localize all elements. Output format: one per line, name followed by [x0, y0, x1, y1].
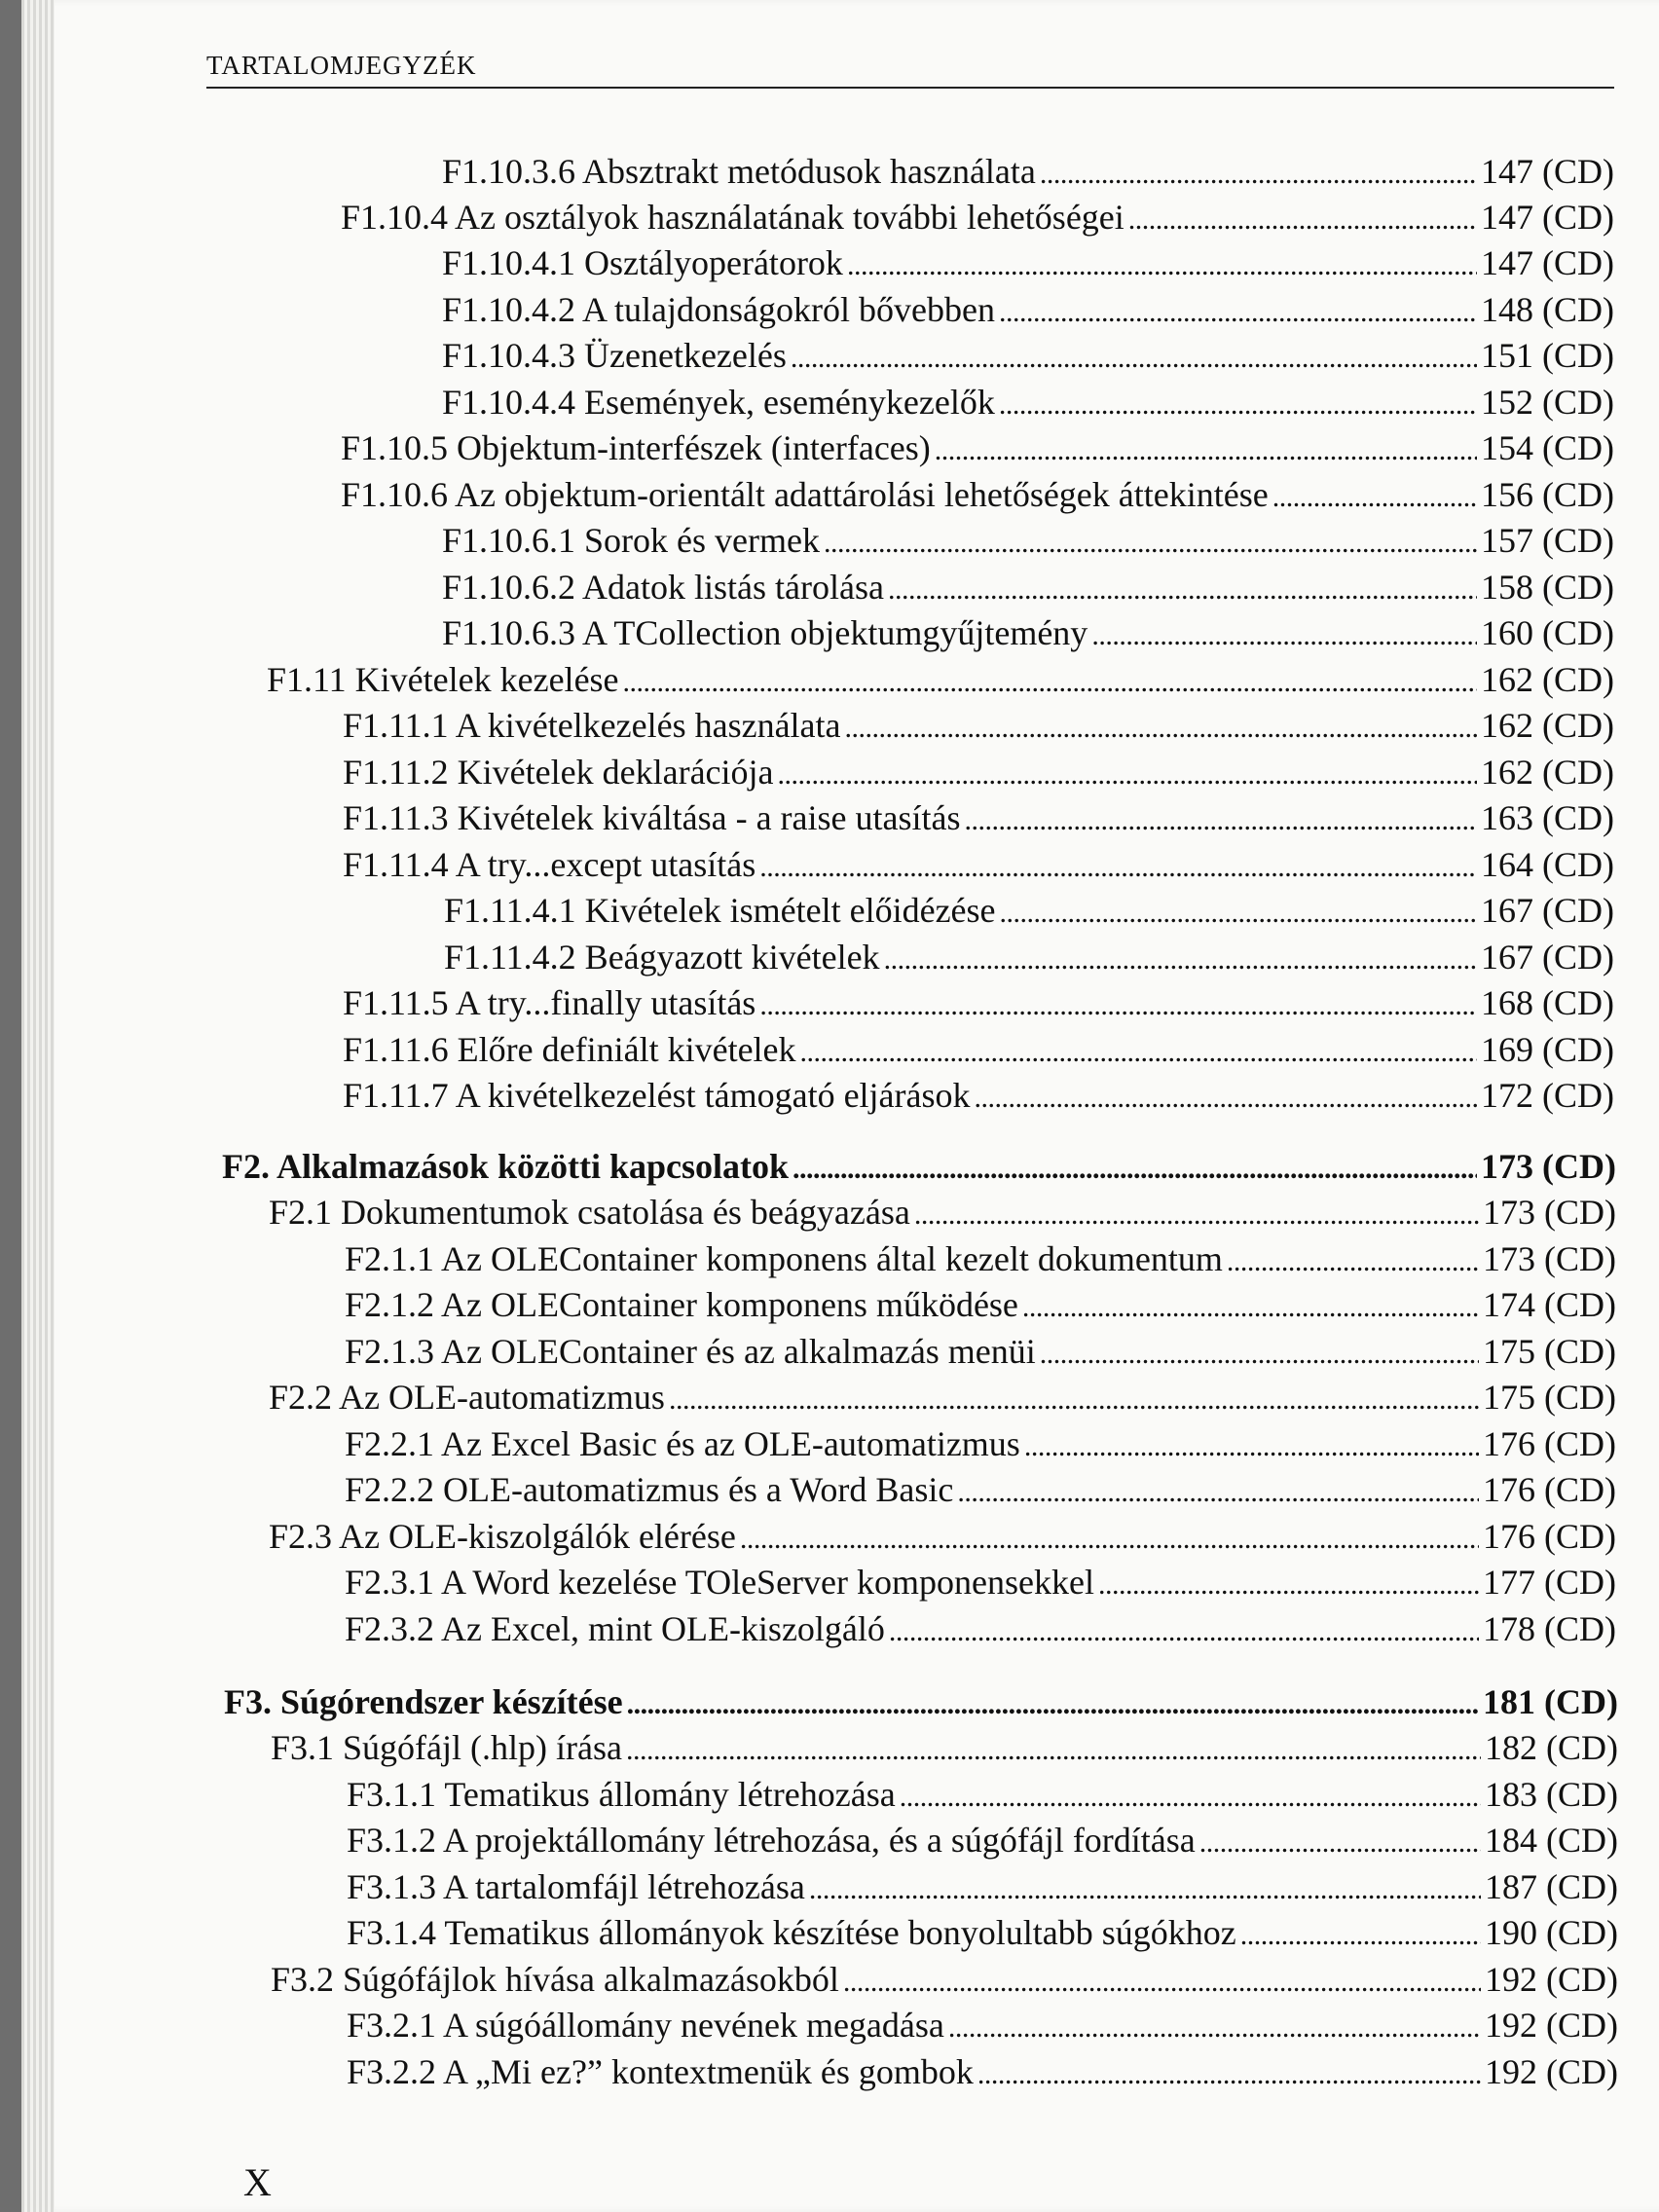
dot-leader [1024, 1420, 1479, 1467]
toc-entry-title: F1.10.6.1 Sorok és vermek [442, 521, 820, 560]
toc-entry-title: F3.2.1 A súgóállomány nevének megadása [347, 2006, 944, 2045]
toc-entry-page: 163 (CD) [1481, 798, 1614, 837]
dot-leader [975, 1072, 1477, 1119]
toc-entry-title: F1.10.4.4 Események, eseménykezelők [442, 383, 995, 422]
toc-entry-title: F2.1.2 Az OLEContainer komponens működése [345, 1285, 1018, 1324]
dot-leader [824, 517, 1477, 564]
dot-leader [1040, 148, 1477, 195]
toc-entry-title: F2.3 Az OLE-kiszolgálók elérése [269, 1517, 736, 1556]
toc-entry [442, 148, 1614, 195]
toc-entry-title: F3.1.1 Tematikus állomány létrehozása [347, 1775, 896, 1814]
toc-entry-title: F1.11.4 A try...except utasítás [343, 845, 756, 884]
toc-entry-title: F3.1 Súgófájl (.hlp) írása [271, 1728, 622, 1767]
toc-chapter [224, 1678, 1618, 1725]
toc-entry [442, 609, 1614, 656]
toc-entry-page: 156 (CD) [1481, 475, 1614, 514]
toc-entry-title: F3.2.2 A „Mi ez?” kontextmenük és gombok [347, 2052, 974, 2091]
toc-entry-title: F3.1.3 A tartalomfájl létrehozása [347, 1867, 805, 1906]
dot-leader [800, 1026, 1477, 1073]
toc-entry-page: 181 (CD) [1483, 1682, 1618, 1721]
toc-entry-title: F1.11.2 Kivételek deklarációja [343, 753, 774, 792]
toc-entry-page: 172 (CD) [1481, 1076, 1614, 1115]
dot-leader [888, 564, 1477, 610]
toc-entry [442, 332, 1614, 379]
dot-leader [964, 794, 1477, 841]
dot-leader [740, 1513, 1479, 1560]
dot-leader [778, 749, 1477, 795]
toc-entry-title: F2.1.3 Az OLEContainer és az alkalmazás menüi [345, 1332, 1036, 1371]
toc-entry-page: 192 (CD) [1485, 1960, 1618, 1999]
toc-entry-page: 169 (CD) [1481, 1030, 1614, 1069]
dot-leader [623, 656, 1477, 703]
toc-entry-title: F3.2 Súgófájlok hívása alkalmazásokból [271, 1960, 839, 1999]
toc-entry [345, 1466, 1616, 1513]
toc-entry [341, 194, 1614, 240]
toc-entry-page: 178 (CD) [1483, 1609, 1616, 1648]
toc-entry-page: 151 (CD) [1481, 336, 1614, 375]
toc-entry [271, 1724, 1618, 1771]
toc-entry-title: F2.2.1 Az Excel Basic és az OLE-automatizmus [345, 1424, 1020, 1463]
toc-entry [341, 424, 1614, 471]
toc-entry-page: 152 (CD) [1481, 383, 1614, 422]
toc-entry [345, 1235, 1616, 1282]
toc-entry-title: F1.10.6 Az objektum-orientált adattárolási lehetőségek áttekintése [341, 475, 1269, 514]
toc-entry-title: F1.11.4.2 Beágyazott kivételek [444, 938, 880, 977]
toc-entry-page: 175 (CD) [1483, 1378, 1616, 1417]
toc-entry-title: F1.11.3 Kivételek kiváltása - a raise utasítás [343, 798, 961, 837]
toc-entry [442, 286, 1614, 333]
dot-leader [935, 424, 1477, 471]
toc-entry-page: 187 (CD) [1485, 1867, 1618, 1906]
toc-entry-page: 167 (CD) [1481, 891, 1614, 930]
toc-entry-page: 190 (CD) [1485, 1913, 1618, 1952]
dot-leader [957, 1466, 1479, 1513]
toc-entry-page: 173 (CD) [1481, 1147, 1616, 1186]
toc-entry [271, 1956, 1618, 2003]
dot-leader [626, 1724, 1481, 1771]
toc-entry-page: 154 (CD) [1481, 428, 1614, 467]
toc-entry-title: F1.10.6.3 A TCollection objektumgyűjtemény [442, 613, 1088, 652]
dot-leader [1227, 1235, 1479, 1282]
toc-entry [347, 1817, 1618, 1863]
dot-leader [900, 1771, 1481, 1818]
toc-entry [347, 2048, 1618, 2095]
toc-entry-title: F3.1.2 A projektállomány létrehozása, és a súgófájl fordítása [347, 1821, 1196, 1860]
toc-entry [347, 1863, 1618, 1910]
toc-entry [347, 2002, 1618, 2048]
toc-entry-page: 192 (CD) [1485, 2052, 1618, 2091]
toc-entry-title: F1.11.5 A try...finally utasítás [343, 983, 756, 1022]
dot-leader [1000, 887, 1477, 934]
toc-entry [444, 887, 1614, 934]
running-header: TARTALOMJEGYZÉK [206, 51, 1614, 89]
toc-entry-title: F2.3.2 Az Excel, mint OLE-kiszolgáló [345, 1609, 885, 1648]
toc-entry [269, 1513, 1616, 1560]
toc-entry-title: F2.1.1 Az OLEContainer komponens által kezelt dokumentum [345, 1239, 1223, 1278]
toc-entry [444, 934, 1614, 980]
toc-entry-title: F1.10.6.2 Adatok listás tárolása [442, 568, 884, 607]
dot-leader [999, 379, 1477, 425]
toc-entry-page: 176 (CD) [1483, 1470, 1616, 1509]
toc-entry-page: 147 (CD) [1481, 243, 1614, 282]
dot-leader [948, 2002, 1481, 2048]
toc-entry-title: F2.1 Dokumentumok csatolása és beágyazása [269, 1193, 910, 1232]
toc-entry-title: F1.10.4.2 A tulajdonságokról bővebben [442, 290, 995, 329]
dot-leader [1022, 1281, 1479, 1328]
toc-entry [343, 1072, 1614, 1119]
page-number: X [243, 2160, 272, 2204]
toc-entry-title: F2.2 Az OLE-automatizmus [269, 1378, 665, 1417]
dot-leader [977, 2048, 1481, 2095]
dot-leader [1091, 609, 1477, 656]
toc-entry-title: F1.11.6 Előre definiált kivételek [343, 1030, 796, 1069]
toc-entry-page: 157 (CD) [1481, 521, 1614, 560]
toc-entry [442, 564, 1614, 610]
toc-entry [343, 979, 1614, 1026]
toc-entry-title: F1.11 Kivételek kezelése [267, 660, 619, 699]
toc-entry [345, 1281, 1616, 1328]
toc-entry-page: 176 (CD) [1483, 1517, 1616, 1556]
toc-entry-page: 147 (CD) [1481, 152, 1614, 191]
toc-entry [345, 1420, 1616, 1467]
toc-entry [343, 1026, 1614, 1073]
dot-leader [843, 1956, 1481, 2003]
toc-entry-title: F1.11.1 A kivételkezelés használata [343, 706, 841, 745]
toc-entry-title: F1.10.4 Az osztályok használatának további lehetőségei [341, 198, 1124, 237]
toc-entry [341, 471, 1614, 518]
toc-entry-page: 162 (CD) [1481, 753, 1614, 792]
toc-entry-page: 183 (CD) [1485, 1775, 1618, 1814]
toc-entry-page: 174 (CD) [1483, 1285, 1616, 1324]
dot-leader [889, 1605, 1479, 1652]
toc-entry [343, 749, 1614, 795]
toc-entry-title: F2.3.1 A Word kezelése TOleServer komponensekkel [345, 1563, 1094, 1602]
toc-entry-title: F1.10.4.1 Osztályoperátorok [442, 243, 843, 282]
toc-entry-page: 175 (CD) [1483, 1332, 1616, 1371]
toc-entry-page: 192 (CD) [1485, 2006, 1618, 2045]
dot-leader [791, 332, 1477, 379]
dot-leader [809, 1863, 1481, 1910]
dot-leader [999, 286, 1477, 333]
toc-entry [343, 841, 1614, 888]
dot-leader [1128, 194, 1477, 240]
toc-entry [267, 656, 1614, 703]
dot-leader [1240, 1909, 1481, 1956]
toc-entry-page: 147 (CD) [1481, 198, 1614, 237]
dot-leader [1199, 1817, 1481, 1863]
toc-entry-title: F1.10.5 Objektum-interfészek (interfaces) [341, 428, 931, 467]
toc-entry [345, 1559, 1616, 1605]
toc-entry [343, 794, 1614, 841]
toc-entry-page: 177 (CD) [1483, 1563, 1616, 1602]
toc-entry-page: 173 (CD) [1483, 1239, 1616, 1278]
dot-leader [1040, 1328, 1479, 1375]
toc-entry [269, 1374, 1616, 1420]
toc-entry-page: 162 (CD) [1481, 706, 1614, 745]
toc-entry [347, 1771, 1618, 1818]
dot-leader [759, 841, 1477, 888]
toc-entry [347, 1909, 1618, 1956]
toc-entry-page: 160 (CD) [1481, 613, 1614, 652]
toc-entry-page: 182 (CD) [1485, 1728, 1618, 1767]
toc-entry-title: F2.2.2 OLE-automatizmus és a Word Basic [345, 1470, 954, 1509]
book-page [21, 0, 1659, 2212]
toc-entry-title: F1.10.4.3 Üzenetkezelés [442, 336, 787, 375]
dot-leader [627, 1678, 1479, 1725]
dot-leader [1272, 471, 1477, 518]
toc-entry [442, 240, 1614, 286]
toc-chapter [222, 1143, 1616, 1190]
toc-entry-title: F1.11.4.1 Kivételek ismételt előidézése [444, 891, 996, 930]
toc-entry-title: F3. Súgórendszer készítése [224, 1682, 623, 1721]
toc-entry-title: F2. Alkalmazások közötti kapcsolatok [222, 1147, 790, 1186]
dot-leader [793, 1143, 1477, 1190]
toc-entry [343, 702, 1614, 749]
dot-leader [845, 702, 1477, 749]
table-of-contents [21, 0, 1659, 2212]
toc-entry-page: 168 (CD) [1481, 983, 1614, 1022]
dot-leader [1098, 1559, 1479, 1605]
toc-entry-page: 164 (CD) [1481, 845, 1614, 884]
toc-entry-page: 184 (CD) [1485, 1821, 1618, 1860]
toc-entry-page: 167 (CD) [1481, 938, 1614, 977]
toc-entry [269, 1189, 1616, 1235]
toc-entry-page: 173 (CD) [1483, 1193, 1616, 1232]
toc-entry-page: 176 (CD) [1483, 1424, 1616, 1463]
dot-leader [669, 1374, 1479, 1420]
dot-leader [759, 979, 1477, 1026]
toc-entry [345, 1605, 1616, 1652]
dot-leader [914, 1189, 1479, 1235]
toc-entry-page: 148 (CD) [1481, 290, 1614, 329]
toc-entry-title: F3.1.4 Tematikus állományok készítése bonyolultabb súgókhoz [347, 1913, 1236, 1952]
toc-entry [442, 517, 1614, 564]
toc-entry [345, 1328, 1616, 1375]
toc-entry-title: F1.11.7 A kivételkezelést támogató eljárások [343, 1076, 971, 1115]
toc-entry [442, 379, 1614, 425]
dot-leader [884, 934, 1477, 980]
dot-leader [847, 240, 1477, 286]
toc-entry-page: 158 (CD) [1481, 568, 1614, 607]
toc-entry-page: 162 (CD) [1481, 660, 1614, 699]
toc-entry-title: F1.10.3.6 Absztrakt metódusok használata [442, 152, 1036, 191]
